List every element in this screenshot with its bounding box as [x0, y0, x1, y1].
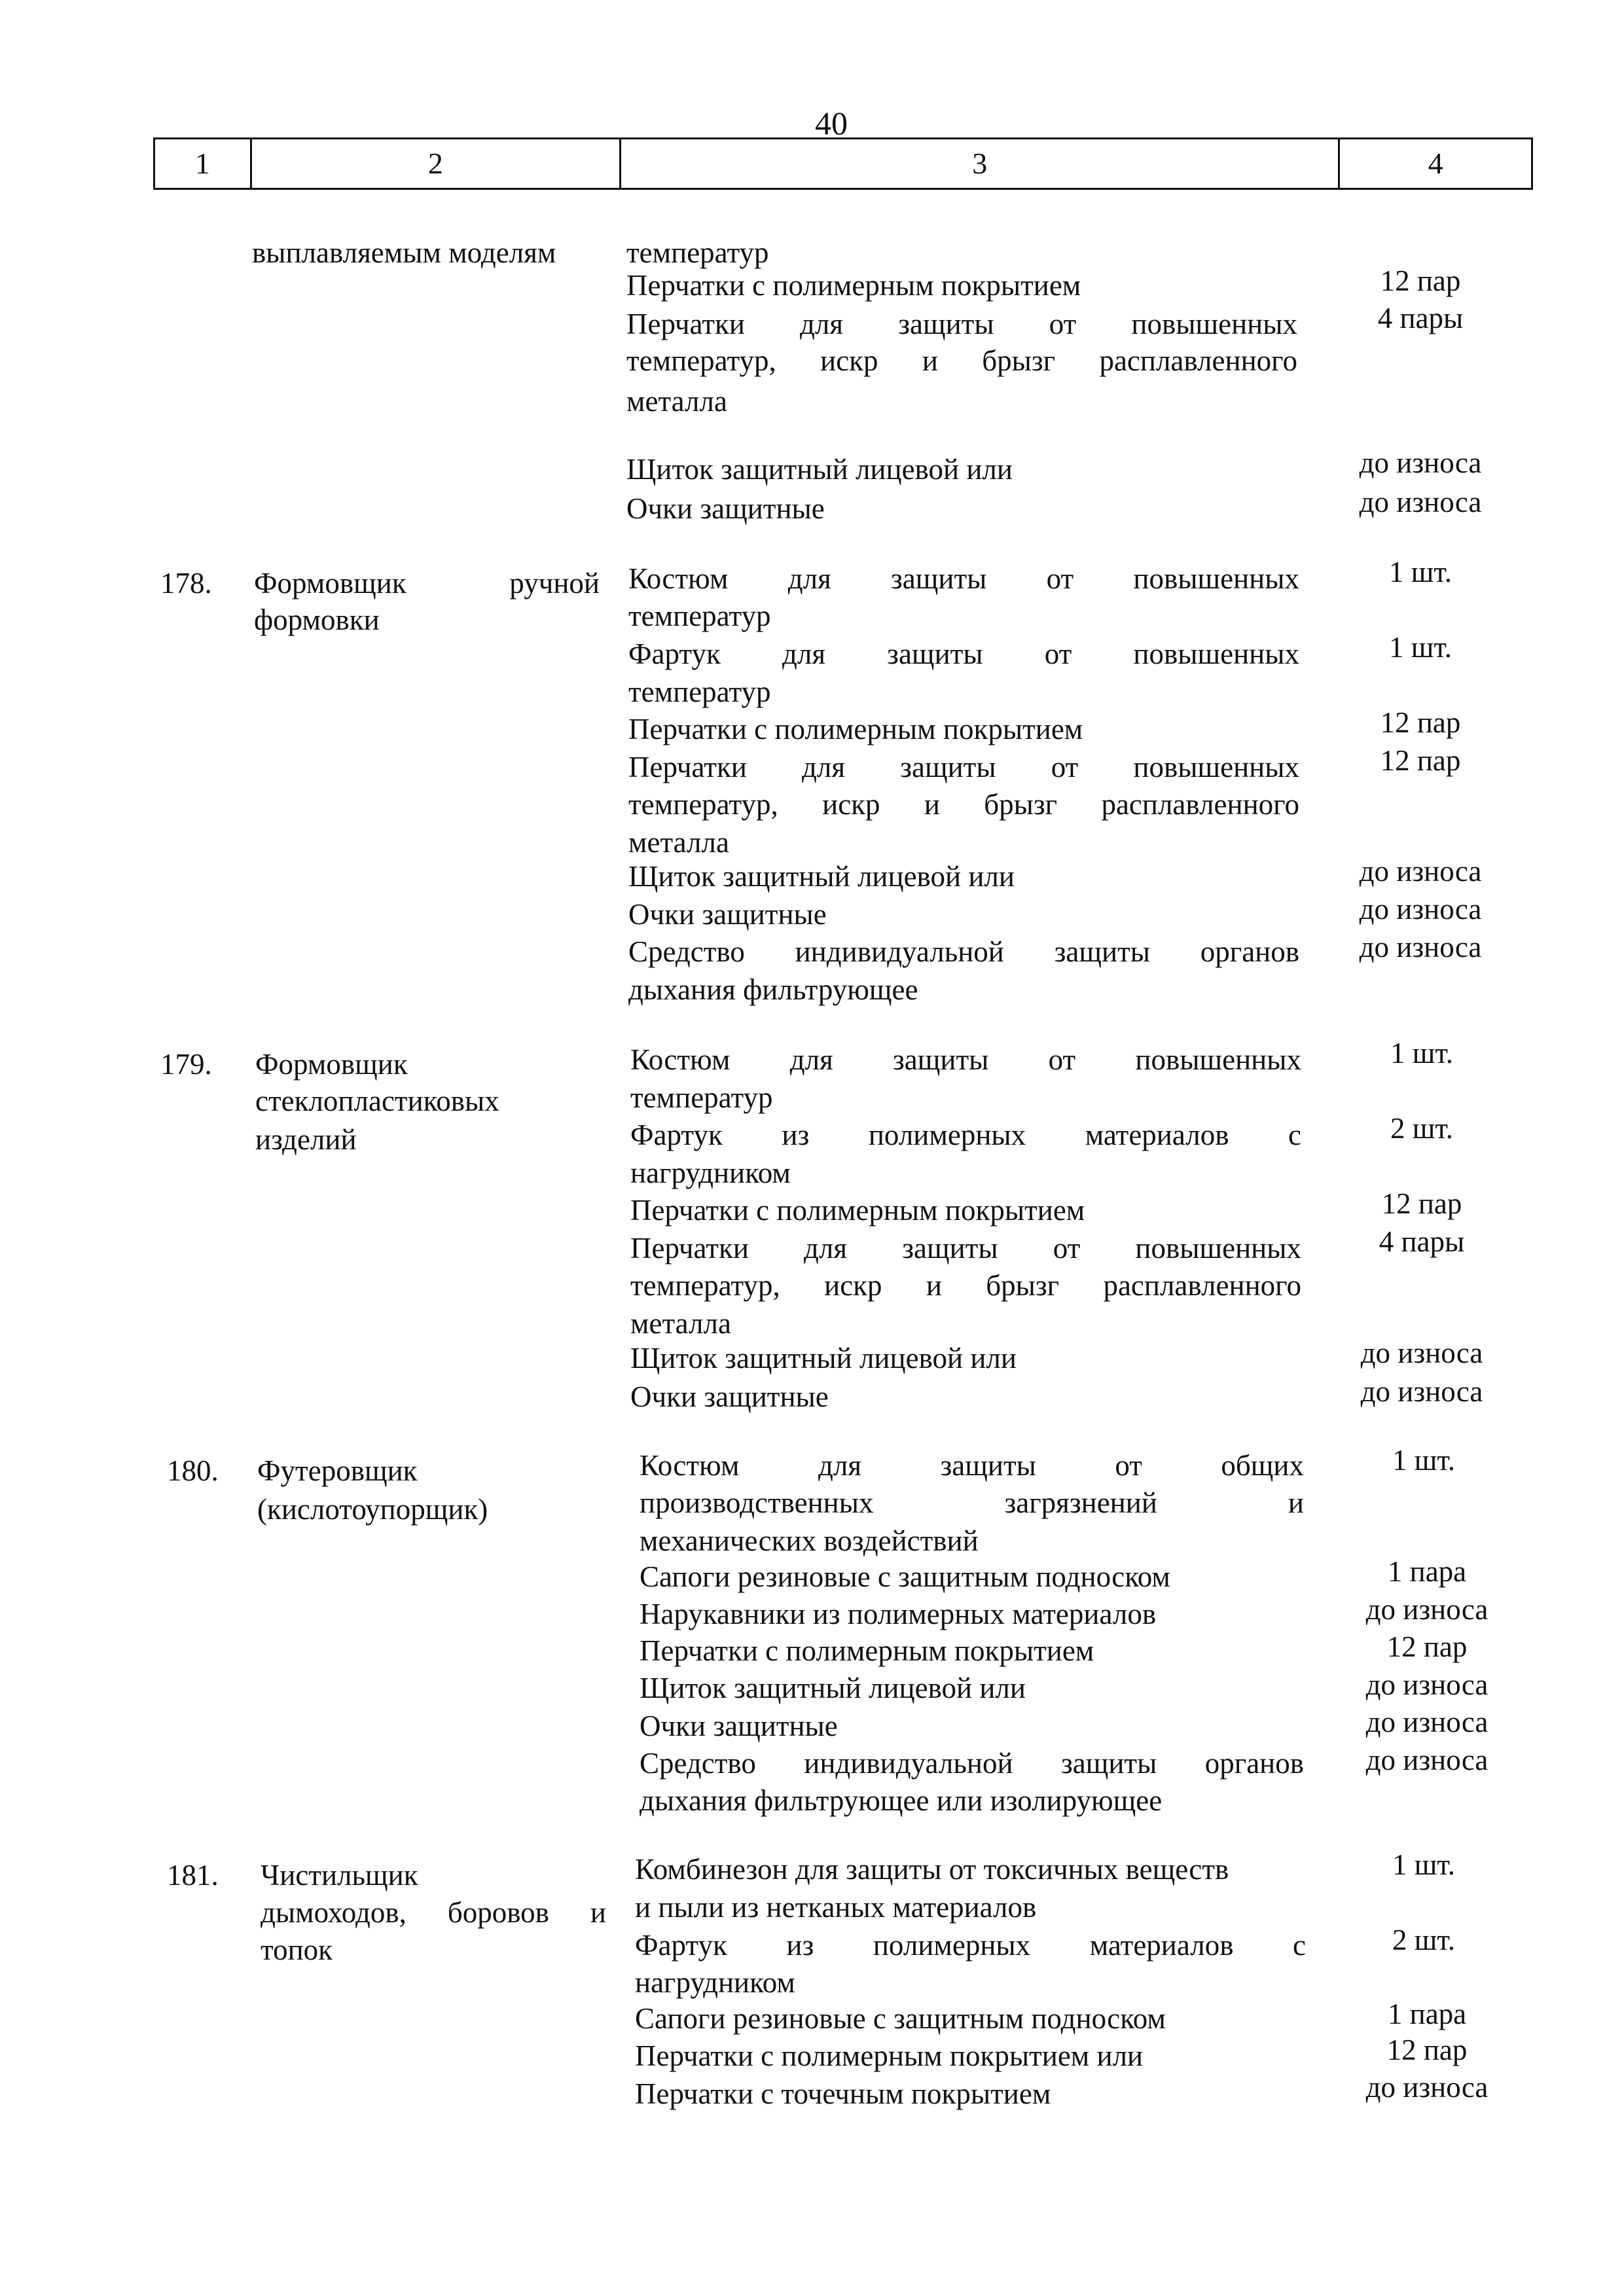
item-text: Средство индивидуальной защиты органов — [628, 935, 1299, 968]
profession-name: дымоходов, боровов и — [261, 1896, 606, 1929]
item-text: Фартук из полимерных материалов с — [630, 1119, 1301, 1151]
item-text: Перчатки для защиты от повышенных — [626, 308, 1297, 340]
profession-name: Футеровщик — [257, 1454, 418, 1487]
item-quantity: 1 шт. — [1392, 1848, 1455, 1881]
item-quantity: 12 пар — [1380, 706, 1461, 739]
item-quantity: до износа — [1365, 2071, 1489, 2104]
item-text: нагрудником — [635, 1966, 795, 1999]
item-quantity: 1 шт. — [1389, 556, 1452, 588]
item-text: Перчатки с точечным покрытием — [635, 2077, 1051, 2110]
item-quantity: 12 пар — [1380, 264, 1461, 297]
profession-name: Формовщик — [255, 1048, 408, 1081]
item-text: Перчатки с полимерным покрытием — [628, 713, 1083, 745]
item-text: нагрудником — [630, 1157, 791, 1189]
item-quantity: до износа — [1360, 1336, 1483, 1369]
item-quantity: 4 пары — [1379, 1225, 1465, 1258]
item-text: температур — [630, 1081, 773, 1114]
item-text: температур — [626, 236, 769, 269]
item-text: Щиток защитный лицевой или — [630, 1342, 1017, 1374]
item-text: Фартук для защиты от повышенных — [628, 637, 1299, 670]
item-text: Средство индивидуальной защиты органов — [640, 1747, 1304, 1780]
item-text: температур — [628, 675, 771, 708]
item-text: Щиток защитный лицевой или — [628, 860, 1015, 893]
item-text: Перчатки для защиты от повышенных — [630, 1232, 1301, 1265]
profession-name: изделий — [255, 1123, 357, 1156]
item-text: механических воздействий — [640, 1524, 979, 1557]
item-text: Нарукавники из полимерных материалов — [640, 1598, 1157, 1630]
item-quantity: до износа — [1359, 486, 1482, 518]
profession-name: стеклопластиковых — [255, 1085, 499, 1117]
item-quantity: до износа — [1365, 1668, 1489, 1701]
item-text: температур — [628, 600, 771, 632]
item-text: металла — [628, 826, 729, 859]
entry-number: 181. — [167, 1859, 219, 1892]
item-text: металла — [626, 385, 727, 418]
item-quantity: 1 шт. — [1389, 631, 1452, 664]
item-text: Комбинезон для защиты от токсичных веществ — [635, 1853, 1229, 1886]
item-quantity: до износа — [1365, 1744, 1489, 1776]
entry-number: 178. — [160, 567, 212, 600]
item-quantity: 4 пары — [1377, 302, 1464, 334]
item-quantity: до износа — [1359, 446, 1482, 479]
item-text: температур, искр и брызг расплавленного — [626, 344, 1297, 377]
header-col-2: 2 — [252, 139, 621, 188]
profession-name: (кислотоупорщик) — [257, 1493, 488, 1526]
item-text: Перчатки с полимерным покрытием — [626, 269, 1081, 302]
item-quantity: 2 шт. — [1390, 1112, 1453, 1145]
header-col-1: 1 — [155, 139, 252, 188]
table-header-row — [153, 137, 1533, 190]
item-text: Очки защитные — [640, 1710, 838, 1742]
item-text: Сапоги резиновые с защитным подноском — [635, 2002, 1166, 2035]
item-quantity: 1 шт. — [1390, 1037, 1453, 1069]
item-text: Щиток защитный лицевой или — [626, 453, 1013, 486]
item-text: Сапоги резиновые с защитным подноском — [640, 1560, 1170, 1593]
item-quantity: до износа — [1359, 893, 1482, 925]
item-text: Костюм для защиты от повышенных — [630, 1043, 1301, 1076]
profession-name: Формовщик ручной — [254, 567, 600, 600]
item-quantity: 12 пар — [1380, 744, 1461, 777]
item-text: производственных загрязнений и — [640, 1486, 1304, 1519]
item-quantity: до износа — [1360, 1375, 1483, 1408]
profession-name: Чистильщик — [261, 1859, 418, 1892]
item-text: и пыли из нетканых материалов — [635, 1891, 1037, 1924]
header-col-3: 3 — [621, 139, 1340, 188]
profession-name: топок — [261, 1933, 333, 1966]
item-quantity: 12 пар — [1386, 2034, 1468, 2066]
item-quantity: 1 пара — [1387, 1998, 1467, 2030]
item-text: Перчатки с полимерным покрытием — [640, 1634, 1094, 1667]
item-text: Очки защитные — [630, 1380, 829, 1413]
item-quantity: до износа — [1365, 1706, 1489, 1738]
entry-number: 179. — [160, 1048, 212, 1081]
item-text: дыхания фильтрующее — [628, 973, 918, 1006]
item-text: Костюм для защиты от общих — [640, 1449, 1304, 1482]
item-quantity: 2 шт. — [1392, 1924, 1455, 1956]
item-text: металла — [630, 1307, 731, 1340]
item-quantity: 12 пар — [1381, 1187, 1462, 1220]
item-text: температур, искр и брызг расплавленного — [630, 1269, 1301, 1302]
page-number: 40 — [815, 105, 848, 141]
item-text: Перчатки с полимерным покрытием — [630, 1194, 1085, 1227]
item-quantity: 1 пара — [1387, 1555, 1467, 1588]
item-quantity: до износа — [1365, 1593, 1489, 1626]
item-text: температур, искр и брызг расплавленного — [628, 788, 1299, 821]
item-text: Очки защитные — [626, 492, 825, 525]
item-quantity: 1 шт. — [1392, 1444, 1455, 1477]
item-text: дыхания фильтрующее или изолирующее — [640, 1784, 1163, 1817]
item-text: Щиток защитный лицевой или — [640, 1672, 1026, 1704]
item-text: Перчатки для защиты от повышенных — [628, 751, 1299, 783]
item-text: Перчатки с полимерным покрытием или — [635, 2039, 1144, 2072]
header-col-4: 4 — [1428, 147, 1443, 180]
item-quantity: до износа — [1359, 855, 1482, 888]
item-quantity: 12 пар — [1386, 1630, 1468, 1663]
item-text: Костюм для защиты от повышенных — [628, 562, 1299, 595]
profession-name: выплавляемым моделям — [252, 236, 556, 269]
item-quantity: до износа — [1359, 931, 1482, 963]
item-text: Фартук из полимерных материалов с — [635, 1929, 1306, 1962]
item-text: Очки защитные — [628, 898, 827, 931]
entry-number: 180. — [167, 1454, 219, 1487]
profession-name: формовки — [254, 603, 380, 636]
